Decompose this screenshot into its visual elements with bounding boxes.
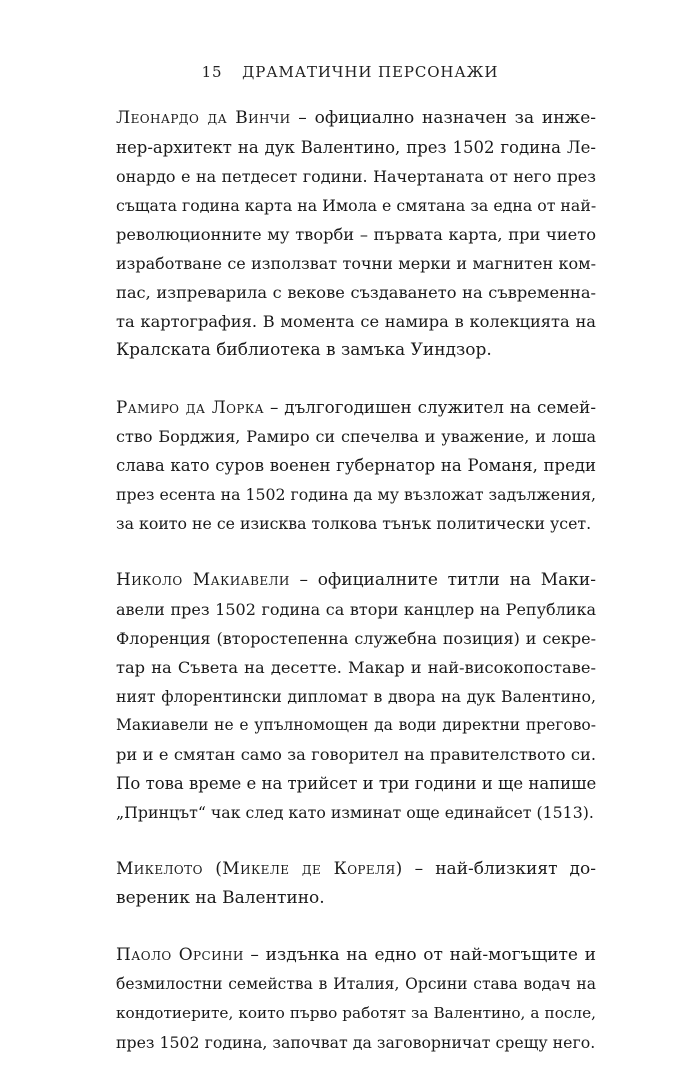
text-line: през есента на 1502 година да му възложат задължения, bbox=[116, 485, 597, 504]
text-line: По това време е на трийсет и три години и ще напише bbox=[116, 774, 597, 793]
line-text: – издънка на едно от най-могъщите и bbox=[243, 945, 596, 965]
line-text: – най-близкият до- bbox=[402, 859, 596, 879]
character-entry-machiavelli bbox=[116, 566, 596, 827]
text-line: същата година карта на Имола е смятана за една от най- bbox=[116, 196, 597, 215]
running-header bbox=[0, 63, 700, 81]
text-line: през 1502 година, започват да заговорничат срещу него. bbox=[116, 1033, 596, 1052]
text-line bbox=[116, 855, 596, 884]
text-line bbox=[116, 104, 596, 133]
text-line: онардо е на петдесет години. Начертаната от него през bbox=[116, 167, 596, 186]
text-line bbox=[116, 566, 596, 595]
text-line: революционните му творби – първата карта, при чието bbox=[116, 225, 596, 244]
character-name: Микелото (Микеле де Кореля) bbox=[116, 859, 403, 879]
text-line: нер-архитект на дук Валентино, през 1502 година Ле- bbox=[116, 138, 596, 157]
text-line: ният флорентински дипломат в двора на дук Валентино, bbox=[116, 687, 596, 706]
text-line: Флоренция (второстепенна служебна позиция) и секре- bbox=[116, 629, 596, 648]
line-text: – официалните титли на Маки- bbox=[289, 570, 596, 590]
character-entry-micheletto bbox=[116, 855, 596, 913]
line-text: – официално назначен за инже- bbox=[290, 108, 597, 128]
text-line: ри и е смятан само за говорител на правителството си. bbox=[116, 745, 596, 764]
text-line: слава като суров военен губернатор на Романя, преди bbox=[116, 456, 596, 475]
character-entry-leonardo bbox=[116, 104, 596, 365]
text-line bbox=[116, 941, 596, 970]
text-line bbox=[116, 393, 596, 422]
text-line: ство Борджия, Рамиро си спечелва и уважение, и лоша bbox=[116, 427, 596, 446]
page-number: 15 bbox=[201, 63, 223, 81]
character-name: Леонардо да Винчи bbox=[116, 108, 291, 128]
character-entry-orsini bbox=[116, 941, 596, 1057]
text-line: Макиавели не е упълномощен да води директни прегово- bbox=[116, 716, 596, 734]
character-name: Рамиро да Лорка bbox=[116, 397, 265, 417]
text-line: та картография. В момента се намира в колекцията на bbox=[116, 312, 596, 331]
character-name: Николо Макиавели bbox=[116, 570, 290, 590]
text-line: вереник на Валентино. bbox=[116, 888, 325, 908]
text-line: тар на Съвета на десетте. Макар и най-високопоставе- bbox=[116, 658, 596, 677]
text-line: изработване се използват точни мерки и магнитен ком- bbox=[116, 254, 596, 273]
text-line: пас, изпреварила с векове създаването на съвременна- bbox=[116, 283, 596, 302]
character-entry-ramiro bbox=[116, 393, 596, 538]
body-text bbox=[116, 104, 596, 1085]
character-name: Паоло Орсини bbox=[116, 945, 244, 965]
text-line: кондотиерите, които първо работят за Валентино, а после, bbox=[116, 1004, 596, 1022]
line-text: – дългогодишен служител на семей- bbox=[264, 397, 597, 417]
text-line: авели през 1502 година са втори канцлер на Република bbox=[116, 600, 596, 619]
text-line: безмилостни семейства в Италия, Орсини става водач на bbox=[116, 975, 596, 993]
text-line: Кралската библиотека в замъка Уиндзор. bbox=[116, 340, 492, 360]
text-line: „Принцът“ чак след като изминат още единайсет (1513). bbox=[116, 803, 594, 822]
text-line: за които не се изисква толкова тънък политически усет. bbox=[116, 514, 592, 533]
chapter-title: ДРАМАТИЧНИ ПЕРСОНАЖИ bbox=[242, 63, 499, 81]
